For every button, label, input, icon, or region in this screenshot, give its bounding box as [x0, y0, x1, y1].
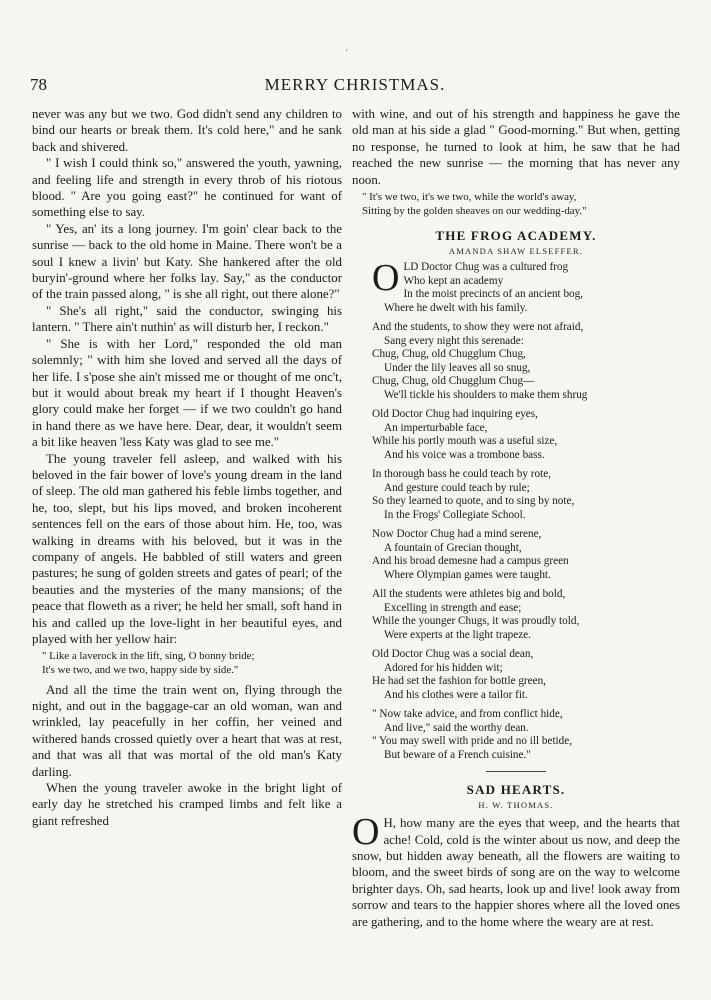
poem-line: Where he dwelt with his family. — [384, 301, 528, 314]
poem-line: Excelling in strength and ease; — [384, 601, 522, 614]
left-column — [32, 106, 342, 829]
poem-stanza — [372, 321, 680, 402]
page-header — [30, 75, 680, 95]
story-paragraph: never was any but we two. God didn't send any children to bind our hearts or break them. It's cold here," and he sank back and shivered. — [32, 107, 342, 154]
poem-line: And the students, to show they were not afraid, — [372, 321, 584, 334]
poem-line: In the Frogs' Collegiate School. — [384, 508, 526, 521]
essay-title: SAD HEARTS. — [466, 782, 566, 798]
poem-line: While the younger Chugs, it was proudly told, — [372, 615, 580, 628]
drop-cap: O — [372, 257, 400, 300]
right-column — [352, 106, 680, 930]
story-paragraph: " I wish I could think so," answered the youth, yawning, and feeling life and strength in every throb of his riotous blood. " Are you going east?" he continued for want of something else to say. — [32, 156, 342, 220]
poem-line: While his portly mouth was a useful size, — [372, 435, 558, 448]
story-paragraph: The young traveler fell asleep, and walked with his beloved in the fair bower of love's young dream in the land of sleep. The old man gathered his feble limbs together, and he, too, slept, but his lips moved, and broken incoherent sentences fell on the ears of those about him. He, too, was walking in dreams with his beloved, but it was in the company of angels. He babbled of still waters and green pastures; he sung of golden streets and gates of pearl; of the beauties and the mysteries of the many mansions; of the peace that floweth as a river; he held her small, soft hand in his and called up the love-light in her beautiful eyes, and played with her yellow hair: — [32, 451, 342, 646]
story-paragraph: " She is with her Lord," responded the old man solemnly; " with him she loved and served all the days of her life. I s'pose she ain't missed me or thought of me onc't, but it would about break my heart if I thought Heaven's glory could make her forget — if we two couldn't go hand in hand there as we have here. Dear, dear, it wouldn't seem a bit like heaven 'less Katy was glad to see me." — [32, 336, 342, 450]
poem-line: All the students were athletes big and bold, — [372, 588, 566, 601]
poem-line: But beware of a French cuisine." — [384, 748, 531, 761]
poem-stanza — [372, 648, 680, 702]
story-paragraph: " She's all right," said the conductor, swinging his lantern. " There ain't nuthin' as will disturb her, I reckon." — [32, 303, 342, 335]
quote-line: " It's we two, it's we two, while the world's away, — [362, 191, 577, 204]
poem-stanza — [372, 708, 680, 762]
poem-line: Chug, Chug, old Chugglum Chug— — [372, 375, 535, 388]
poem-line: An imperturbable face, — [384, 421, 488, 434]
poem-stanza — [372, 408, 680, 462]
poem-line: And his clothes were a tailor fit. — [384, 688, 528, 701]
poem-line: And gesture could teach by rule; — [384, 481, 530, 494]
poem-line: And live," said the worthy dean. — [384, 721, 529, 734]
poem-line: In the moist precincts of an ancient bog, — [403, 288, 584, 301]
poem-stanza — [372, 588, 680, 642]
quote-line: It's we two, and we two, happy side by side." — [42, 664, 239, 676]
poem-line: And his broad demesne had a campus green — [372, 555, 569, 568]
poem-body — [352, 257, 680, 762]
poem-line: Under the lily leaves all so snug, — [384, 361, 531, 374]
poem-line: So they learned to quote, and to sing by note, — [372, 495, 575, 508]
story-paragraph: " Yes, an' its a long journey. I'm goin' clear back to the sunrise — back to the old home in Maine. There won't be a soul I knew a livin' but Katy. She hankered after the old buryin'-ground where her folks lay. Say," as the conductor of the train passed along, " is she all right, out there alone?" — [32, 221, 342, 302]
story-continuation: with wine, and out of his strength and happiness he gave the old man at his side a glad " Good-morning." But when, getting no response, he turned to look at him, he saw that he had reached the new sunrise — the morning that has never any noon. — [352, 107, 680, 187]
poem-stanza — [372, 257, 680, 315]
poem-title: THE FROG ACADEMY. — [435, 228, 597, 244]
verse-quote — [32, 650, 342, 677]
poem-line: Adored for his hidden wit; — [384, 661, 503, 674]
poem-line: Who kept an academy — [403, 274, 504, 287]
verse-quote — [352, 191, 680, 218]
quote-line: Sitting by the golden sheaves on our wedding-day." — [362, 204, 587, 217]
essay-paragraph — [352, 811, 680, 930]
story-paragraph: And all the time the train went on, flying through the night, and out in the baggage-car an old woman, wan and wrinkled, lay peacefully in her coffin, her veined and withered hands crossed quietly over a heart that was at rest, and that was all that was mortal of the old man's Katy darling. — [32, 682, 342, 779]
poem-stanza — [372, 468, 680, 522]
poem-stanza — [372, 528, 680, 582]
poem-line: He had set the fashion for bottle green, — [372, 675, 546, 688]
page-number: 78 — [30, 75, 47, 94]
story-paragraph: When the young traveler awoke in the bright light of early day he stretched his cramped limbs and felt like a giant refreshed — [32, 781, 342, 828]
poem-line-text: LD Doctor Chug was a cultured frog — [403, 261, 569, 274]
page-mark: ‘ — [345, 48, 349, 59]
essay-text: H, how many are the eyes that weep, and the hearts that ache! Cold, cold is the winter about us now, and deep the snow, but hidden away beneath, all the flowers are waiting to bloom, and the sweet birds of song are on the way to welcome brighter days. Oh, sad hearts, look up and live! look away from sorrow and tears to the happier shores where all the loved ones are gathering, and to the home where the weary are at rest. — [352, 816, 680, 929]
essay-author: H. W. THOMAS. — [478, 800, 554, 811]
quote-line: " Like a laverock in the lift, sing, O bonny bride; — [42, 650, 255, 663]
poem-line: In thorough bass he could teach by rote, — [372, 468, 551, 481]
poem-line: Were experts at the light trapeze. — [384, 628, 531, 641]
poem-line: And his voice was a trombone bass. — [384, 448, 545, 461]
poem-line: " Now take advice, and from conflict hide, — [372, 708, 563, 721]
poem-author: AMANDA SHAW ELSEFFER. — [448, 246, 584, 257]
poem-line: Chug, Chug, old Chugglum Chug, — [372, 348, 526, 361]
poem-line: Now Doctor Chug had a mind serene, — [372, 528, 542, 541]
poem-line: Old Doctor Chug had inquiring eyes, — [372, 408, 538, 421]
drop-cap: O — [352, 811, 380, 854]
poem-line: A fountain of Grecian thought, — [384, 541, 522, 554]
poem-line: We'll tickle his shoulders to make them shrug — [384, 388, 588, 401]
divider — [486, 771, 546, 772]
poem-line: Old Doctor Chug was a social dean, — [372, 648, 534, 661]
poem-line: Sang every night this serenade: — [384, 334, 524, 347]
poem-line: Where Olympian games were taught. — [384, 568, 551, 581]
running-title: MERRY CHRISTMAS. — [264, 75, 446, 94]
poem-line: " You may swell with pride and no ill betide, — [372, 735, 573, 748]
